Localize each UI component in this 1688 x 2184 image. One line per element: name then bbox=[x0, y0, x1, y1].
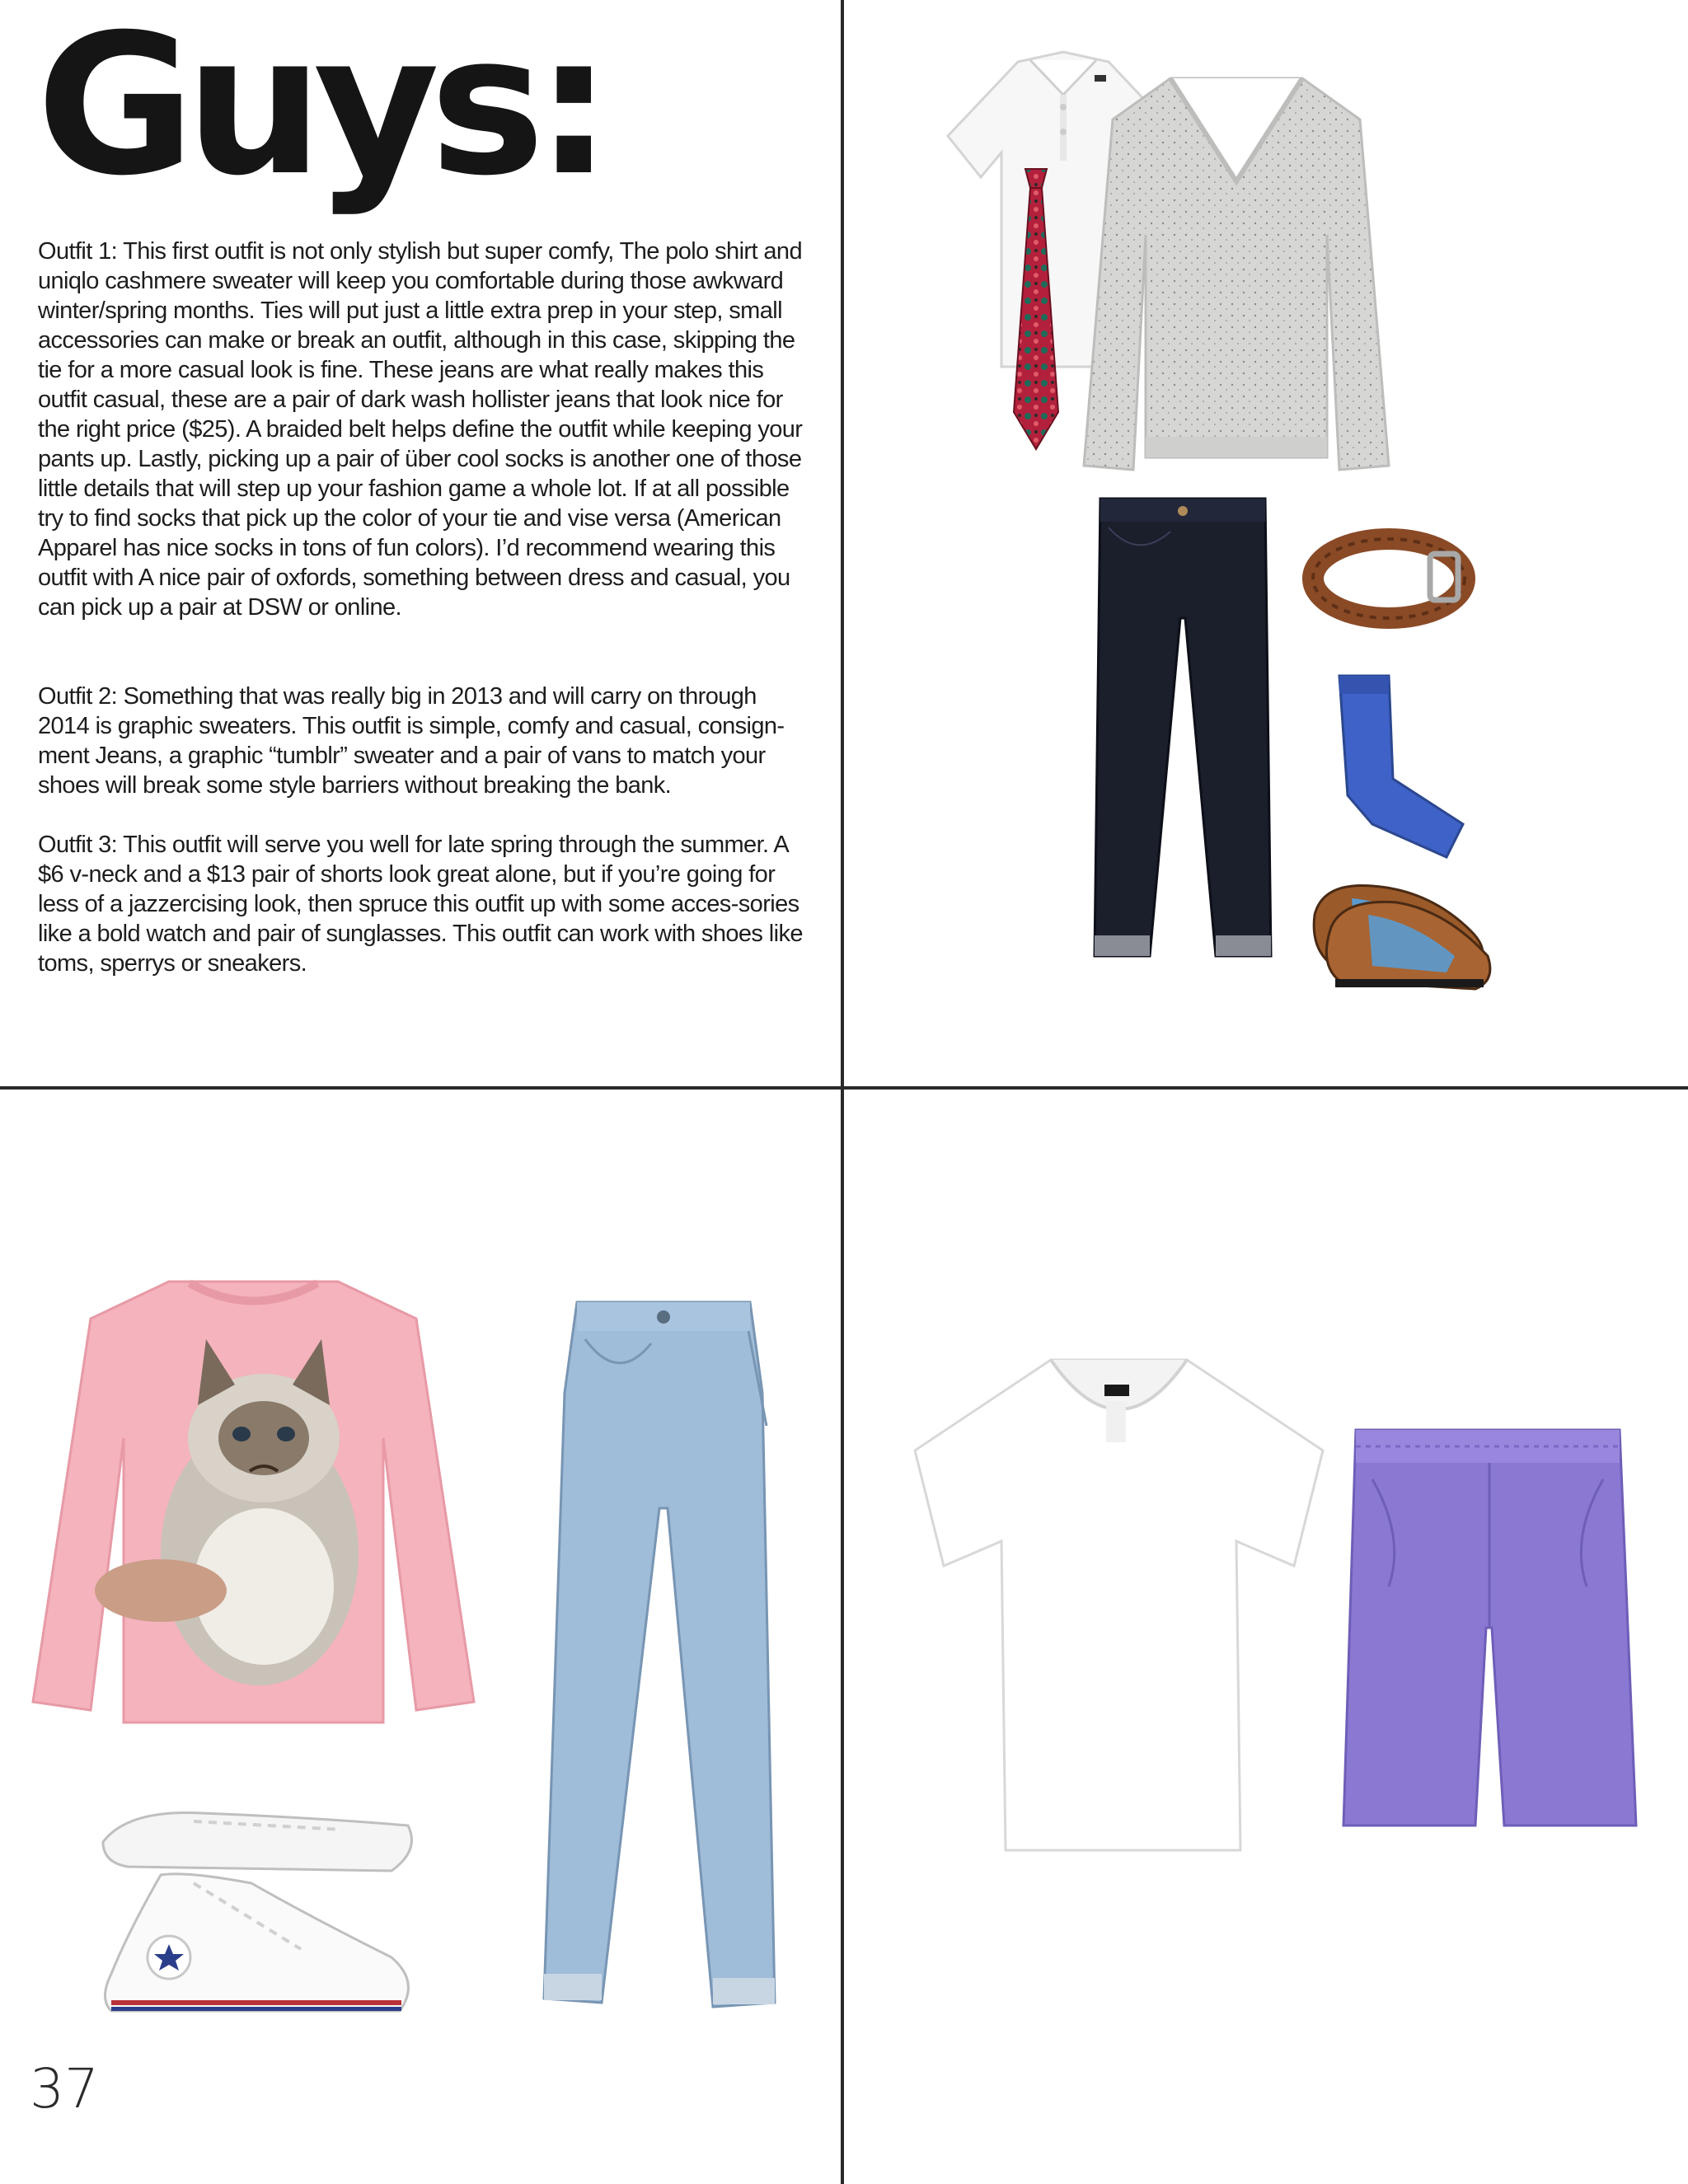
gray-sweater-image bbox=[1080, 70, 1393, 490]
page-title: Guys: bbox=[36, 0, 603, 218]
horizontal-divider bbox=[0, 1086, 1688, 1090]
vertical-divider bbox=[841, 0, 844, 2184]
dark-jeans-image bbox=[1088, 494, 1278, 964]
outfit-1-paragraph: Outfit 1: This first outfit is not only stylish but super comfy, The polo shirt and uniqlo cashmere sweater will keep you comfortable during those awkward winter/spring months. Ties will put just a little extra prep in your step, small accessories can make or break an outfit, although in this case, skipping the tie for a more casual look is fine. These jeans are what really makes this outfit casual, these are a pair of dark wash hollister jeans that look nice for the right price ($25). A braided belt helps define the outfit while keeping your pants up. Lastly, picking up a pair of über cool socks is another one of those little details that will step up your fashion game a whole lot. If at all possible try to find socks that pick up the color of your tie and vise versa (American Apparel has nice socks in tons of fun colors). I’d recommend wearing this outfit with A nice pair of oxfords, something between dress and casual, you can pick up a pair at DSW or online. bbox=[38, 238, 803, 621]
white-tshirt-image bbox=[907, 1352, 1331, 1858]
tie-image bbox=[1007, 165, 1065, 453]
outfit-3-paragraph: Outfit 3: This outfit will serve you well for late spring through the summer. A $6 v-neck and a $13 pair of shorts look great alone, but if you’re going for less of a jazzercising look, then spruce this outfit up with some acces-sories like a bold watch and pair of sunglasses. This outfit can work with shoes like toms, sperrys or sneakers. bbox=[38, 832, 803, 977]
blue-sock-image bbox=[1331, 672, 1471, 861]
oxford-shoes-image bbox=[1306, 865, 1500, 997]
light-jeans-image bbox=[528, 1294, 808, 2011]
outfit-2-paragraph: Outfit 2: Something that was really big in 2013 and will carry on through 2014 is graphic sweaters. This outfit is simple, comfy and casual, consign-ment Jeans, a graphic “tumblr” sweater and a pair of vans to match your shoes will break some style barriers without breaking the bank. bbox=[38, 683, 785, 799]
pink-cat-sweater-image bbox=[29, 1273, 478, 1743]
braided-belt-image bbox=[1306, 527, 1475, 630]
article-body bbox=[38, 237, 804, 1008]
purple-shorts-image bbox=[1339, 1422, 1640, 1834]
white-sneakers-image bbox=[95, 1793, 420, 2032]
page-number: 37 bbox=[30, 2057, 99, 2121]
